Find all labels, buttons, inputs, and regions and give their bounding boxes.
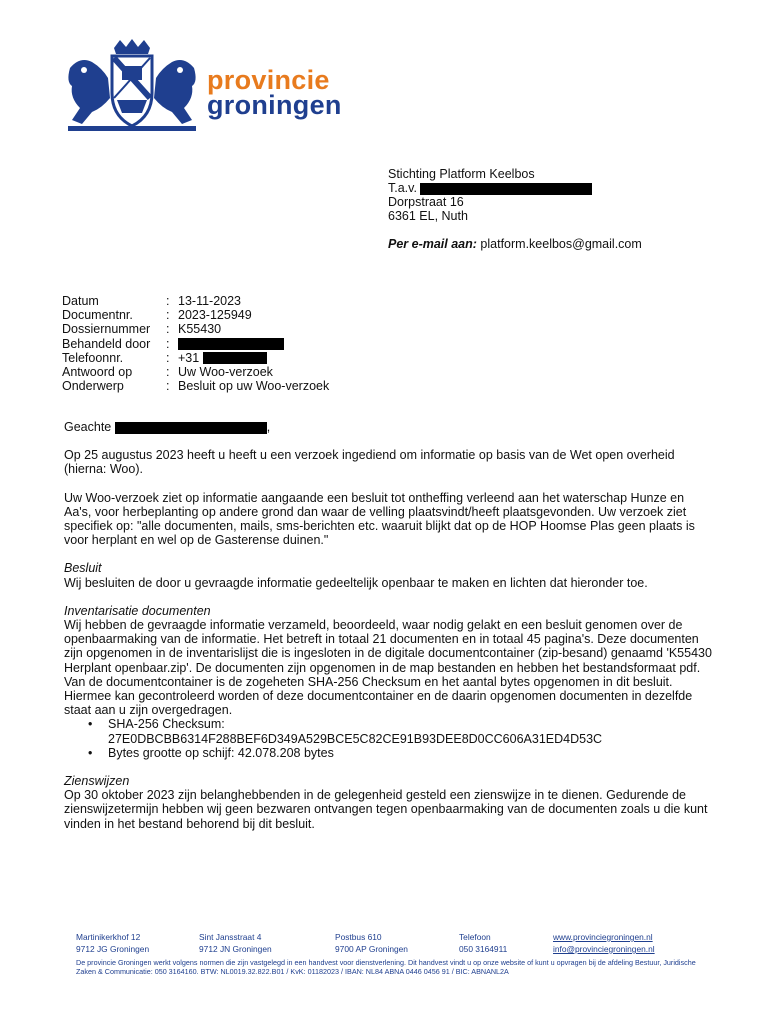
list-item: • Bytes grootte op schijf: 42.078.208 bytes xyxy=(108,746,714,760)
email-line xyxy=(388,237,642,251)
meta-key: Dossiernummer xyxy=(62,322,151,337)
letter-body xyxy=(64,420,714,831)
logo-line-provincie: provincie xyxy=(207,65,330,95)
paragraph-scope: Uw Woo-verzoek ziet op informatie aangaande een besluit tot ontheffing verleend aan het waterschap Hunze en Aa's, voor herbeplanting op andere grond dan waar de velling plaatsvindt/heeft plaatsgevonden. Uw verzoek ziet specifiek op: "alle documenten, mails, sms-berichten etc. waaruit blijkt dat op de HOP Hoomse Plas geen plaats is voor herplant en wel op de Gasterense duinen." xyxy=(64,490,695,548)
redaction-bar xyxy=(115,422,267,434)
meta-row xyxy=(62,365,329,379)
meta-row xyxy=(62,337,329,351)
redaction-bar xyxy=(203,352,267,364)
salutation-end: , xyxy=(266,420,271,434)
attn-prefix: T.a.v. xyxy=(388,181,417,195)
meta-value: K55430 xyxy=(178,322,222,337)
footer-phone-col xyxy=(459,931,507,955)
paragraph-request: Op 25 augustus 2023 heeft u heeft u een verzoek ingediend om informatie op basis van de Wet open overheid (hierna: Woo). xyxy=(64,448,675,477)
footer-text: 9700 AP Groningen xyxy=(335,944,408,954)
meta-row xyxy=(62,322,329,336)
meta-value: Besluit op uw Woo-verzoek xyxy=(178,379,330,394)
logo-wordmark xyxy=(207,65,342,120)
footer-text: 050 3164911 xyxy=(459,944,508,954)
meta-separator: : xyxy=(166,350,170,365)
meta-key: Onderwerp xyxy=(62,379,124,394)
meta-key: Behandeld door xyxy=(62,336,151,351)
checksum-value: 27E0DBCBB6314F288BEF6D349A529BCE5C82CE91B93DEE8D0CC606A31ED4D53C xyxy=(108,731,603,746)
recipient-email: platform.keelbos@gmail.com xyxy=(480,237,642,251)
meta-key: Telefoonnr. xyxy=(62,350,124,365)
meta-separator: : xyxy=(166,365,170,380)
footer-text: Martinikerkhof 12 xyxy=(76,932,141,942)
footer-text: 9712 JN Groningen xyxy=(199,944,272,954)
checksum-list xyxy=(64,717,714,760)
footer-note: De provincie Groningen werkt volgens normen die zijn vastgelegd in een handvest voor dienstverlening. Dit handvest vindt u op onze website of kunt u opvragen bij de afdeling Bestuur, Juridische Zaken & Communicatie: 050 3164160. BTW: NL0019.32.822.B01 / KvK: 01182023 / IBAN: NL84 ABNA 0446 0456 91 / BIC: ABNANL2A xyxy=(76,958,696,976)
salutation xyxy=(64,420,714,434)
meta-separator: : xyxy=(166,336,170,351)
meta-value: +31 xyxy=(178,350,200,365)
footer-address-col xyxy=(76,931,149,955)
checksum-label: • SHA-256 Checksum: xyxy=(108,717,225,732)
footer-text: Telefoon xyxy=(459,932,491,942)
meta-separator: : xyxy=(166,379,170,394)
recipient-address xyxy=(388,167,592,223)
footer-text: Sint Jansstraat 4 xyxy=(199,932,262,942)
meta-row xyxy=(62,308,329,322)
meta-row xyxy=(62,379,329,393)
redaction-bar xyxy=(178,338,284,350)
footer-visit-col xyxy=(199,931,272,955)
redaction-bar xyxy=(420,183,592,195)
recipient-street: Dorpstraat 16 xyxy=(388,195,464,209)
list-item xyxy=(108,717,714,745)
province-logo xyxy=(62,38,342,138)
paragraph-besluit: Wij besluiten de door u gevraagde informatie gedeeltelijk openbaar te maken en lichten dat hieronder toe. xyxy=(64,575,648,590)
meta-row xyxy=(62,351,329,365)
footer-postbus-col xyxy=(335,931,408,955)
email-link[interactable]: info@provinciegroningen.nl xyxy=(553,944,655,954)
paragraph-zienswijzen: Op 30 oktober 2023 zijn belanghebbenden in de gelegenheid gesteld een zienswijze in te dienen. Gedurende de zienswijzetermijn hebben wij geen bezwaren ontvangen tegen openbaarmaking van de documenten zoals u die kunt vinden in het bestand behorend bij dit besluit. xyxy=(64,788,708,831)
coat-of-arms-icon xyxy=(62,38,202,138)
heading-inventarisatie: Inventarisatie documenten xyxy=(64,603,211,618)
website-link[interactable]: www.provinciegroningen.nl xyxy=(553,932,653,942)
meta-value: Uw Woo-verzoek xyxy=(178,365,273,380)
heading-zienswijzen: Zienswijzen xyxy=(64,774,130,789)
meta-value: 13-11-2023 xyxy=(178,294,242,308)
heading-besluit: Besluit xyxy=(64,561,102,576)
meta-row xyxy=(62,294,329,308)
recipient-org: Stichting Platform Keelbos xyxy=(388,167,535,181)
meta-key: Documentnr. xyxy=(62,308,133,323)
recipient-city: 6361 EL, Nuth xyxy=(388,209,468,223)
salutation-text: Geachte xyxy=(64,420,112,434)
footer-text: 9712 JG Groningen xyxy=(76,944,150,954)
email-label: Per e-mail aan: xyxy=(388,237,477,251)
meta-key: Antwoord op xyxy=(62,365,133,380)
logo-line-groningen: groningen xyxy=(207,90,342,120)
meta-separator: : xyxy=(166,308,170,323)
meta-value: 2023-125949 xyxy=(178,308,252,323)
footer-text: Postbus 610 xyxy=(335,932,382,942)
meta-key: Datum xyxy=(62,294,99,308)
meta-separator: : xyxy=(166,294,170,308)
footer-links-col xyxy=(553,931,655,955)
paragraph-inventarisatie: Wij hebben de gevraagde informatie verzameld, beoordeeld, waar nodig gelakt en een besluit genomen over de openbaarmaking van de informatie. Het betreft in totaal 21 documenten en in totaal 45 pagina's. Deze documenten zijn opgenomen in de inventarislijst die is ingesloten in de digitale documentcontainer (zip-besand) genaamd 'K55430 Herplant openbaar.zip'. De documenten zijn opgenomen in de map bestanden en hebben het bestandsformaat pdf. Van de documentcontainer is de zogeheten SHA-256 Checksum en het aantal bytes opgenomen in dit besluit. Hiermee kan gecontroleerd worden of deze documentcontainer en de daarin opgenomen documenten in dezelfde staat aan u zijn overgedragen. xyxy=(64,618,712,718)
recipient-attn xyxy=(388,181,592,195)
document-meta xyxy=(62,294,329,393)
meta-separator: : xyxy=(166,322,170,337)
